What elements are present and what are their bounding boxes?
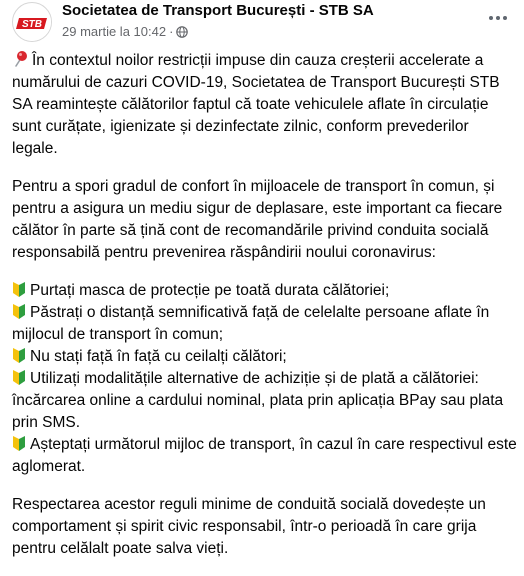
list-item: [12, 302, 517, 346]
post-body: [12, 50, 517, 576]
beginner-symbol-icon: [12, 435, 26, 452]
intro-text: În contextul noilor restricții impuse din cauza creșterii accelerate a numărului de cazuri COVID-19, Societatea de Transport București STB SA reamintește călătorilor faptul că toate vehiculele aflate în circulație sunt curățate, igienizate și dezinfectate zilnic, conform prevederilor legale.: [12, 52, 500, 157]
logo-text: STB: [22, 19, 42, 30]
intro-paragraph: [12, 50, 517, 160]
list-item: [12, 280, 517, 302]
closing-paragraph: Respectarea acestor reguli minime de conduită socială dovedește un comportament și spirit civic responsabil, într-o perioadă în care grija pentru celălalt poate salva vieți.: [12, 496, 486, 557]
meta-separator: ·: [169, 24, 174, 39]
list-item-text: Așteptați următorul mijloc de transport, în cazul în care respectivul este aglomerat.: [12, 436, 517, 475]
beginner-symbol-icon: [12, 303, 26, 320]
list-item: [12, 368, 517, 434]
list-item-text: Utilizați modalitățile alternative de achiziție și de plată a călătoriei: încărcarea online a cardului nominal, plata prin aplicația BPay sau plata prin SMS.: [12, 370, 504, 431]
post-meta: [62, 24, 188, 39]
stb-logo-avatar[interactable]: [12, 2, 52, 42]
page-name-link[interactable]: Societatea de Transport București - STB SA: [62, 2, 374, 19]
recommendation-paragraph: Pentru a spori gradul de confort în mijloacele de transport în comun, și pentru a asigura un mediu sigur de deplasare, este important ca fiecare călător în parte să țină cont de recomandările privind conduita socială responsabilă pentru prevenirea răspândirii noului coronavirus:: [12, 178, 503, 261]
list-item-text: Nu stați față în față cu ceilalți călători;: [30, 348, 287, 365]
list-item: [12, 434, 517, 478]
list-item: [12, 346, 517, 368]
post-date[interactable]: 29 martie la 10:42: [62, 24, 167, 39]
beginner-symbol-icon: [12, 347, 26, 364]
beginner-symbol-icon: [12, 281, 26, 298]
recommendations-list: [12, 280, 517, 478]
post-header: [12, 0, 512, 48]
more-options-icon[interactable]: [484, 6, 512, 30]
beginner-symbol-icon: [12, 369, 26, 386]
round-pushpin-icon: [12, 50, 28, 68]
list-item-text: Păstrați o distanță semnificativă față de celelalte persoane aflate în mijlocul de transport în comun;: [12, 304, 490, 343]
list-item-text: Purtați masca de protecție pe toată durata călătoriei;: [30, 282, 390, 299]
stb-logo-icon: [13, 3, 52, 42]
globe-icon[interactable]: [176, 26, 188, 38]
